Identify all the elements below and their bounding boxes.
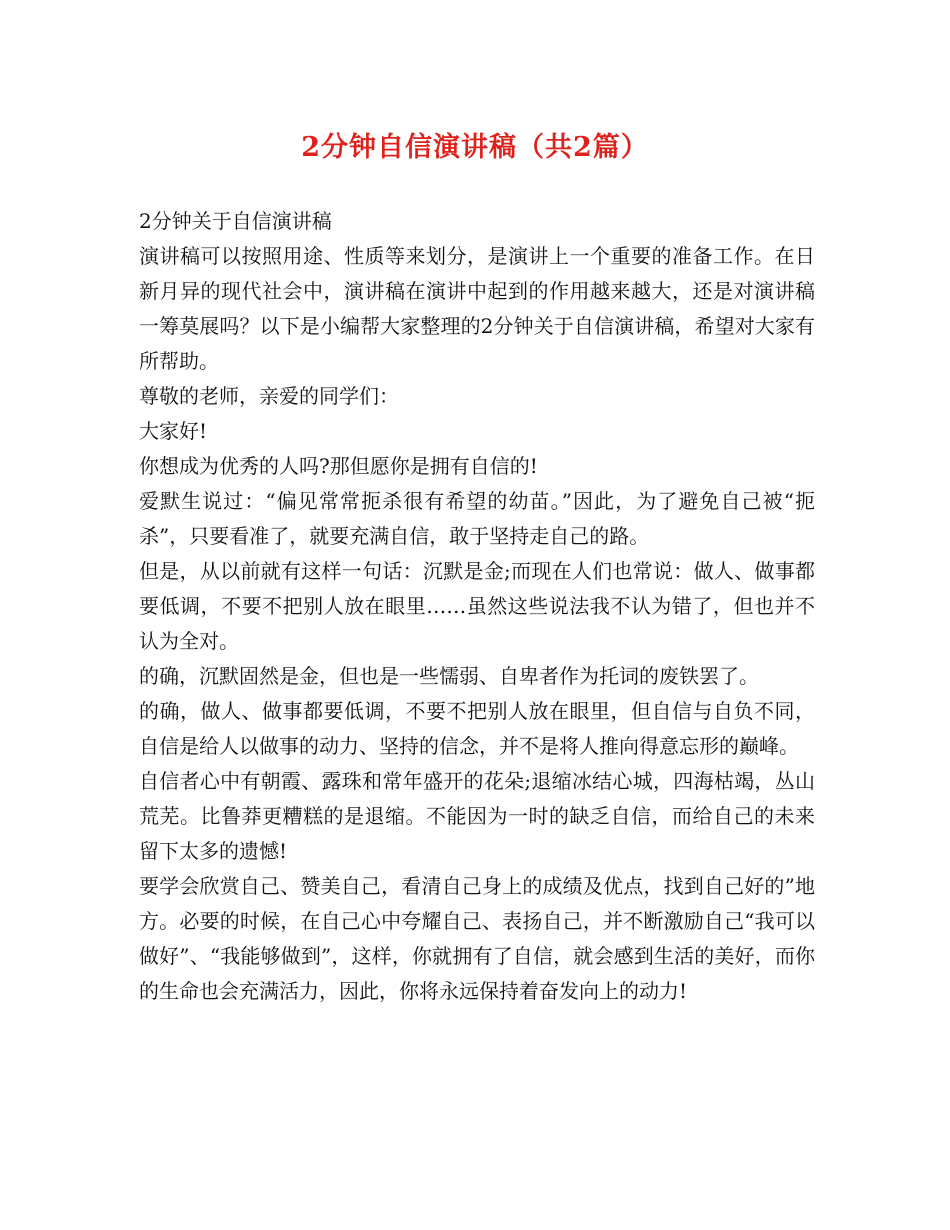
body-paragraph: 你想成为优秀的人吗?那但愿你是拥有自信的! [139,454,538,478]
body-paragraph: 的确，沉默固然是金，但也是一些懦弱、自卑者作为托词的废铁罢了。 [139,664,759,688]
body-paragraph: 但是，从以前就有这样一句话：沉默是金;而现在人们也常说：做人、做事都要低调，不要不把别人放在眼里……虽然这些说法我不认为错了，但也并不认为全对。 [139,559,815,653]
body-paragraph: 爱默生说过：“偏见常常扼杀很有希望的幼苗。”因此，为了避免自己被“扼杀”，只要看准了，就要充满自信，敢于坚持走自己的路。 [139,489,815,548]
body-paragraph: 的确，做人、做事都要低调，不要不把别人放在眼里，但自信与自负不同，自信是给人以做事的动力、坚持的信念，并不是将人推向得意忘形的巅峰。 [139,699,815,758]
greeting-paragraph: 大家好! [139,419,208,443]
document-body [139,204,815,1009]
body-paragraph: 自信者心中有朝霞、露珠和常年盛开的花朵;退缩冰结心城，四海枯竭，丛山荒芜。比鲁莽更糟糕的是退缩。不能因为一时的缺乏自信，而给自己的未来留下太多的遗憾! [139,769,815,863]
intro-paragraph: 演讲稿可以按照用途、性质等来划分，是演讲上一个重要的准备工作。在日新月异的现代社会中，演讲稿在演讲中起到的作用越来越大，还是对演讲稿一筹莫展吗？以下是小编帮大家整理的2分钟关于自信演讲稿，希望对大家有所帮助。 [139,244,815,373]
document-title: 2分钟自信演讲稿（共2篇） [301,132,649,163]
body-paragraph: 要学会欣赏自己、赞美自己，看清自己身上的成绩及优点，找到自己好的”地方。必要的时候，在自己心中夸耀自己、表扬自己，并不断激励自己“我可以做好”、“我能够做到”，这样，你就拥有了自信，就会感到生活的美好，而你的生命也会充满活力，因此，你将永远保持着奋发向上的动力! [139,874,815,1003]
salutation-paragraph: 尊敬的老师，亲爱的同学们： [139,384,399,408]
subtitle-paragraph: 2分钟关于自信演讲稿 [139,209,332,233]
